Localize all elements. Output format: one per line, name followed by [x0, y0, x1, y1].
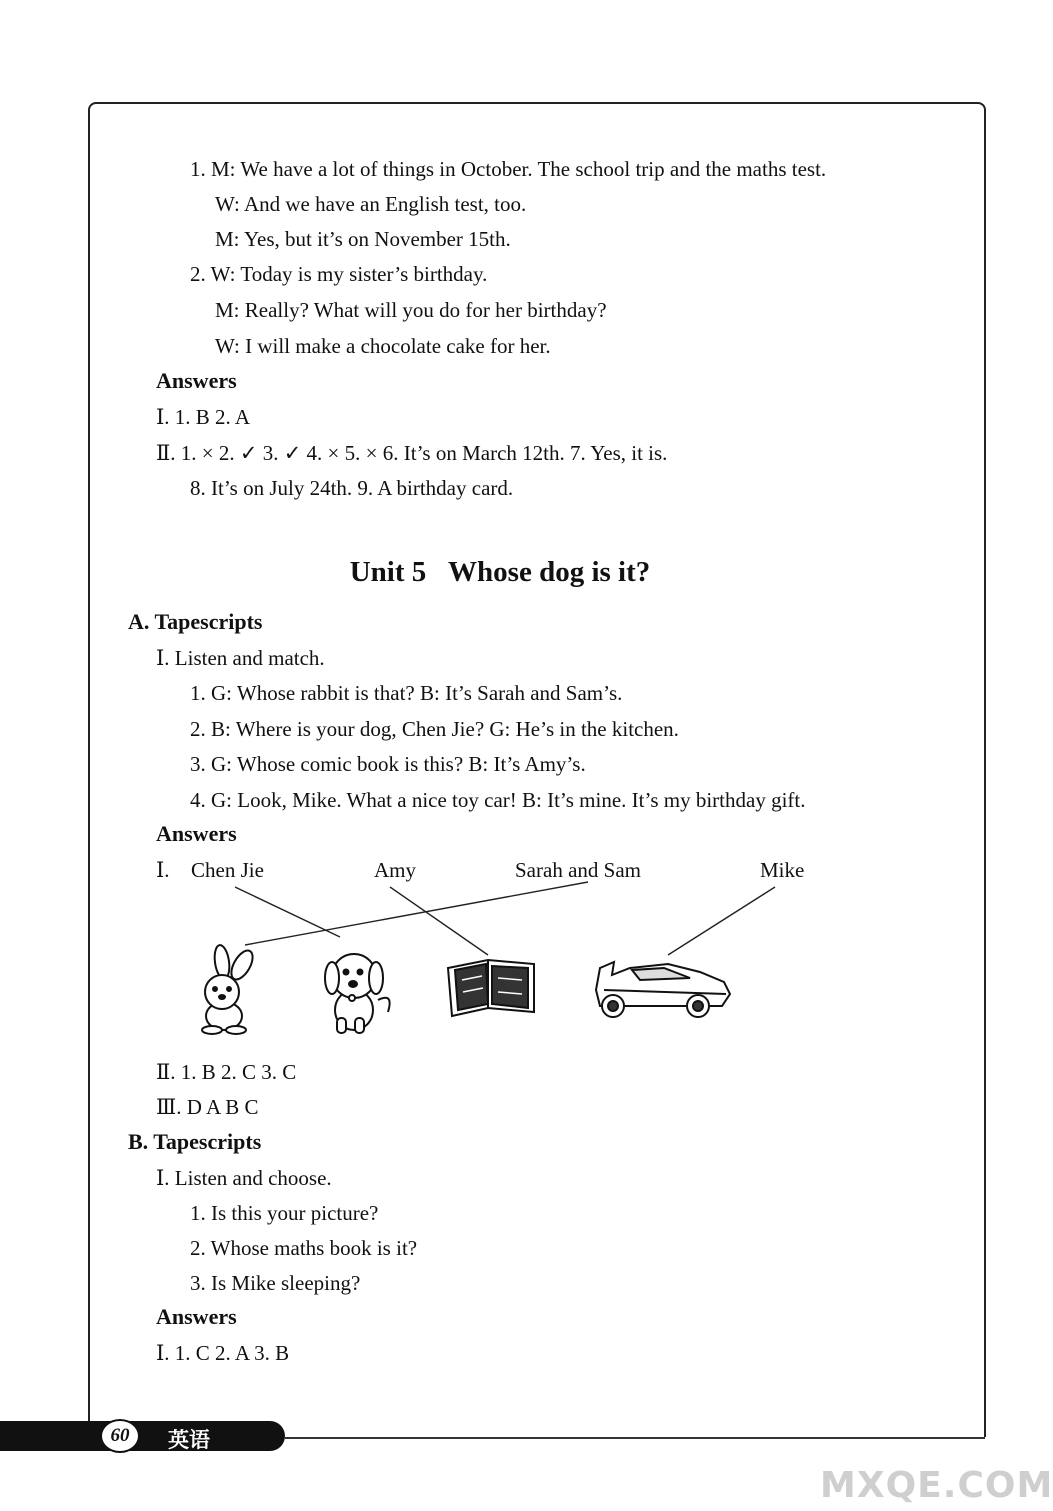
watermark: MXQE.COM — [820, 1465, 1053, 1506]
part-label: Ⅰ. Listen and choose. — [156, 1166, 332, 1190]
comic-book-icon — [448, 960, 534, 1016]
answer-line: Ⅱ. 1. B 2. C 3. C — [156, 1060, 297, 1084]
dialogue-line: M: Really? What will you do for her birthday? — [215, 298, 607, 322]
dialogue-line: M: Yes, but it’s on November 15th. — [215, 227, 511, 251]
answer-line: Ⅲ. D A B C — [156, 1095, 259, 1119]
match-line-mike-car — [668, 887, 775, 955]
question-line: 1. Is this your picture? — [190, 1201, 379, 1225]
dialogue-line: 2. W: Today is my sister’s birthday. — [190, 262, 488, 286]
answers-heading: Answers — [156, 1304, 237, 1329]
unit-title: Unit 5 Whose dog is it? — [349, 556, 651, 588]
question-line: 2. Whose maths book is it? — [190, 1236, 418, 1260]
dialogue-line: W: I will make a chocolate cake for her. — [215, 334, 551, 358]
dialogue-line: 1. M: We have a lot of things in October. The school trip and the maths test. — [190, 157, 827, 181]
rabbit-icon — [202, 944, 257, 1034]
footer-bar — [0, 1421, 285, 1451]
match-prefix: Ⅰ. — [156, 858, 170, 882]
dialogue-line: 4. G: Look, Mike. What a nice toy car! B: It’s mine. It’s my birthday gift. — [190, 788, 806, 812]
answer-line: 8. It’s on July 24th. 9. A birthday card. — [190, 476, 514, 500]
dialogue-line: 2. B: Where is your dog, Chen Jie? G: He’s in the kitchen. — [190, 717, 679, 741]
dialogue-line: W: And we have an English test, too. — [215, 192, 527, 216]
match-name-mike: Mike — [760, 858, 805, 882]
dialogue-line: 3. G: Whose comic book is this? B: It’s Amy’s. — [190, 752, 586, 776]
match-name-sarah-sam: Sarah and Sam — [515, 858, 641, 882]
page-number: 60 — [100, 1419, 140, 1453]
answer-line: Ⅱ. 1. × 2. ✓ 3. ✓ 4. × 5. × 6. It’s on March 12th. 7. Yes, it is. — [156, 441, 668, 465]
dog-icon — [325, 954, 390, 1033]
match-name-chen-jie: Chen Jie — [191, 858, 264, 882]
section-heading: A. Tapescripts — [128, 609, 263, 634]
dialogue-line: 1. G: Whose rabbit is that? B: It’s Sarah and Sam’s. — [190, 681, 623, 705]
toy-car-icon — [596, 962, 730, 1017]
answer-line: Ⅰ. 1. C 2. A 3. B — [156, 1341, 290, 1365]
answer-line: Ⅰ. 1. B 2. A — [156, 405, 251, 429]
match-line-sarah-sam-rabbit — [245, 882, 588, 945]
part-label: Ⅰ. Listen and match. — [156, 646, 325, 670]
section-heading: B. Tapescripts — [128, 1129, 262, 1154]
question-line: 3. Is Mike sleeping? — [190, 1271, 361, 1295]
match-line-amy-book — [390, 887, 488, 955]
subject-label: 英语 — [168, 1428, 210, 1452]
footer-rule — [285, 1437, 985, 1439]
answers-heading: Answers — [156, 821, 237, 846]
answers-heading: Answers — [156, 368, 237, 393]
match-name-amy: Amy — [374, 858, 416, 882]
match-line-chen-jie-dog — [235, 887, 340, 937]
